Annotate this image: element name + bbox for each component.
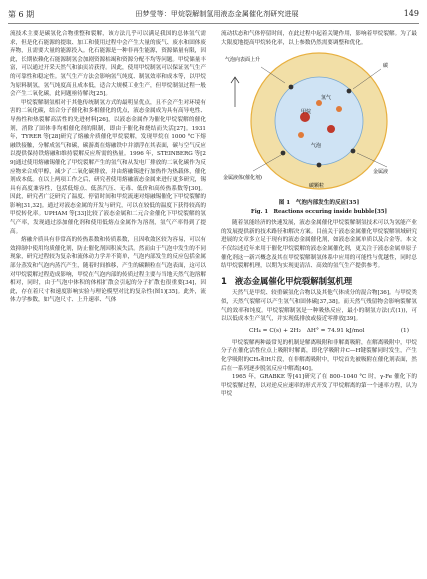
label-methane: 甲烷 — [301, 109, 312, 116]
right-column — [221, 30, 417, 399]
paragraph: 甲烷裂解制氢相对于其他传统制氢方式的最明显优点，且不会产生对环境有害的二氧化碳，结合分子催化和多相催化的优点，液态金属成为具有高导电性、导热性和热裂解高活性的先进材料[26]，以液态金属作为催化甲烷裂解的催化剂，消除了固体非均相催化剂的限制，即由于催化和烧结而失活[27]。1931 年，TYRER 等[28]研究了熔融介质催化甲烷裂解，发现甲烷在 1000 °C下熔融铁接触，分解成氢气和碳，碳游离在熔融铁中并漂浮在其表面，碳与空气反应以提供保持铁熔融和维持裂解反应所需的热量。1996 年，STEINBERG 等[29]通过使用熔融锡催化了甲烷裂解产生的氢气和从发电厂排放的二氧化碳作为反应物来合成甲醇，减少了二氧化碳排放，并由熔融锡进行加热作为热载体，催化剂成本低。在以上两项工作之后，研究者使用熔融液态金属来进行更多研究，锡具有高度兼容性，包括低熔点、低蒸汽压、无毒、低价和高传热系数等[30]。因此，研究者广泛研究了温度、停留时间和甲烷流速对熔融锡催化下甲烷裂解的影响[31,32]。通过对液态金属的开发与研究，可以在较低的温度下获得较高的甲烷转化率。UPHAM 等[33]比较了液态金属和二元合金催化下甲烷裂解的氢气产率，发现通过添加催化剂和使用低熔点金属作为溶剂，氢气产率得到了提高。 — [10, 99, 206, 235]
paragraph: 流技术主要是碳氢化合物重整和裂解，该方法几乎可以满足我国的总体氢气需求，但是化石能源的提取、加工和使用过程中会产生大量的废气、废水和固体废弃物，且需要大量的能源投入。化石能源是一种非再生能源，资源储量有限，因此，长期依赖化石能源制氢会加剧资源枯竭和资源分配不均等问题。甲烷储量丰富，可以通过开采天然气和油页岩获得。因此，使用甲烷制氢可以保证氢气生产的可靠性和稳定性。氢气生产方法会影响氢气纯度、制氢效率和成本等，以甲烷为原料制氢，氢气纯度高且成本低，适合大规模工业生产，但甲烷制氢过程一般会产生二氧化碳，此问题亟待解决[25]。 — [10, 31, 206, 98]
label-catalyst: 金属液体(催化剂) — [223, 175, 262, 182]
carbon-particle — [351, 149, 356, 154]
rise-arrow — [231, 77, 239, 107]
page-number: 149 — [403, 9, 419, 18]
label-hydrogen: 氢气 — [321, 95, 332, 102]
page-header — [8, 6, 419, 24]
label-liquid-metal: 金属液 — [373, 169, 389, 176]
methane-dot — [327, 125, 335, 133]
figure-caption-cn: 图 1 气泡内部发生的反应[35] — [278, 200, 360, 207]
label-bubble: 气泡 — [311, 143, 322, 150]
section-number: 1 — [221, 275, 227, 286]
section-heading — [221, 277, 417, 286]
paragraph: 甲烷裂解两种最常见的机制是解离吸附和非解离吸附，在解离吸附中，甲烷分子在催化活性位点上吸附时解离，即化学吸附并C—H键裂解同时发生，产生化学吸附的CH₃和H片段，在非解离吸附中，甲烷首先被吸附在催化剂表面，然后在一系列逐步脱氢反应中解离[40]。 — [221, 339, 417, 372]
carbon-particle — [281, 151, 286, 156]
paragraph: 随着氢能经济的快速发展，液态金属催化甲烷裂解制氢技术可以为氢能产业的发展提供新的技术路径和解决方案。目前关于液态金属催化甲烷裂解领域研究进展的文章多立足于现有的液态金属催化剂，如液态金属单质以及合金等。本文不仅综述近年来用于催化甲烷裂解的液态金属催化剂，更关注于液态金属单原子催化剂这一新兴概念及其在甲烷裂解制氢体系中应用的可能性与优越性，同时总结甲烷裂解机理，以期为实现更清洁、高效的氢气生产提供参考。 — [221, 220, 417, 270]
running-title: 田梦莹等：甲烷裂解制氢用液态金属催化剂研究进展 — [135, 10, 299, 18]
paragraph: 1965 年，GRABKE 等[41]研究了在 800–1040 °C 时，γ-Fe 催化下的甲烷裂解过程，以对逆反应速率的形式开发了甲烷解离的第一个速率方程，认为甲烷 — [221, 374, 417, 398]
left-column — [10, 30, 206, 305]
equation-number: (1) — [400, 327, 409, 334]
section-title: 液态金属催化甲烷裂解制氢机理 — [234, 275, 353, 286]
equation-body: CH₄ = C(s) + 2H₂ ΔH° = 74.91 kJ/mol — [249, 327, 365, 334]
hydrogen-dot — [298, 132, 304, 138]
issue-number: 第 6 期 — [8, 10, 35, 19]
carbon-particle — [317, 163, 322, 168]
equation-1 — [221, 326, 417, 337]
figure-1 — [221, 47, 417, 219]
paragraph: 熔融介质具有非常高的传热系数和传质系数，且因收敛区较为容易，可以有效抑制中使用均质催化剂，防止催化剂因积炭失活。然而由于气泡中发生的不同现象，研究过程较为复杂和流体动力学并不简单，气泡内部发生的反应包括金属部分蒸发和气泡内蒸汽产生，随着时间推移，产生的碳颗粒在气泡表面，这可以对甲烷裂解过程造成影响，甲烷在气泡内部的传质过程主要与当地天然气泡溶解相对，同时，由于气泡中体积的体相扩散会引起的分子扩散也很重要[34]，因此，存在着尺寸和速度影响实验与理论模型对比的复杂性(图1)[35]。此外，流体力学参数，如气泡尺寸、上升速率、气体 — [10, 237, 206, 304]
hydrogen-dot — [336, 106, 342, 112]
bubble-reaction-diagram — [221, 47, 417, 197]
label-top-left: 气泡向表面上升 — [225, 57, 261, 64]
carbon-particle — [289, 85, 294, 90]
paragraph: 流动状态和气体停留时间，在此过程中起着关键作用，影响着甲烷裂解。为了最大限度地提高甲烷转化率，以上参数仍然需要调整和优化。 — [221, 31, 417, 46]
paragraph: 天然气是甲烷、较重碳氢化合物以及其他气体成分的混合物[36]。与甲烷类似，天然气裂解可以产生氢气和固体碳[37,38]。而天然气残留物会影响裂解氢气的效率和纯度。甲烷裂解制氢是一种吸热反应，最小的制氢方法(式(1))，可以以低成本生产氢气，并实现低排放或接近零排放[39]。 — [221, 290, 417, 323]
label-carbon: 碳 — [383, 63, 389, 70]
figure-caption-en: Fig. 1 Reactions occuring inside bubble[35] — [250, 208, 388, 215]
carbon-particle — [347, 89, 352, 94]
label-detached-carbon: 碳颗粒 — [309, 183, 325, 190]
